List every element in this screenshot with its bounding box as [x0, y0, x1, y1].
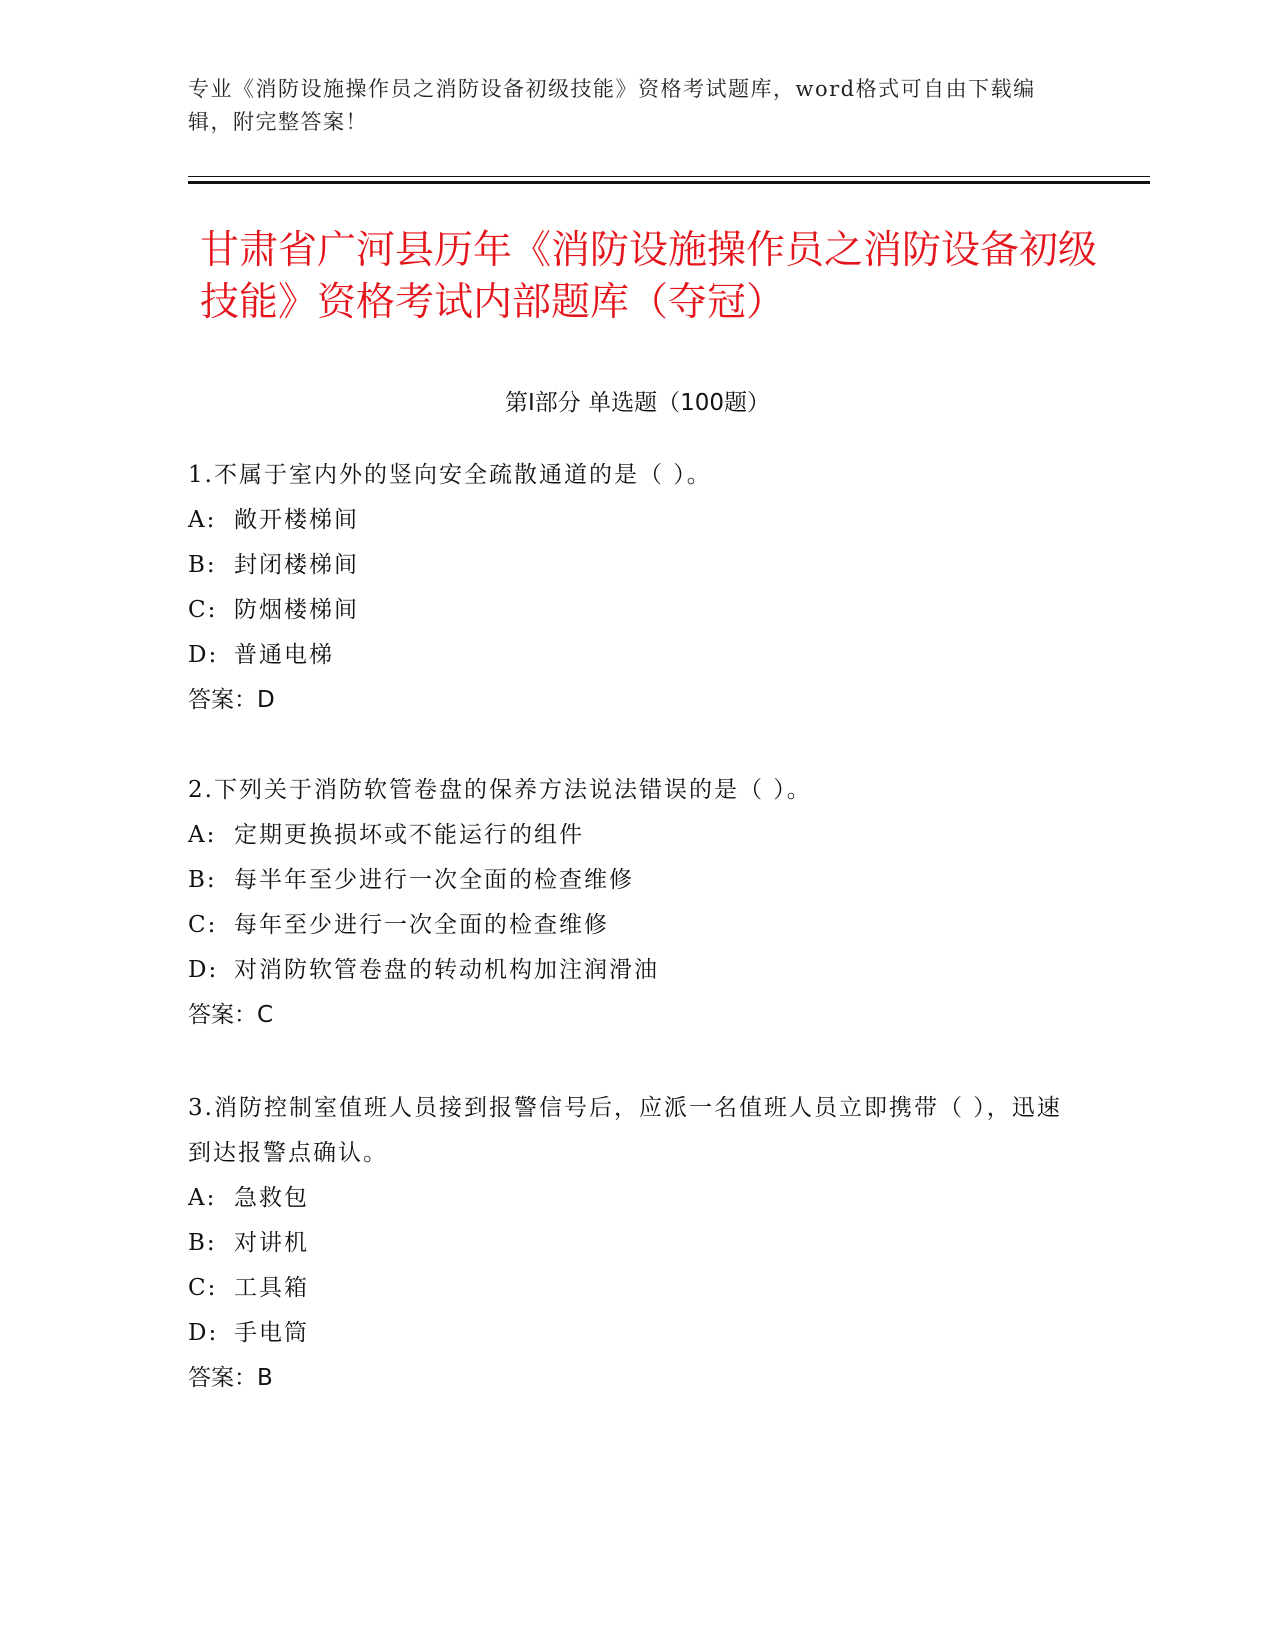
- option-key: D:: [188, 642, 219, 668]
- option-text: 定期更换损坏或不能运行的组件: [234, 822, 584, 848]
- option-key: B:: [188, 552, 217, 578]
- option-d: [188, 948, 1068, 993]
- option-key: B:: [188, 867, 217, 893]
- answer-line: 答案：D: [188, 687, 275, 713]
- option-b: [188, 1221, 1068, 1266]
- option-a: [188, 1176, 1068, 1221]
- question-stem: 3.消防控制室值班人员接到报警信号后，应派一名值班人员立即携带（ ），迅速到达报警点确认。: [188, 1095, 1062, 1166]
- question-stem: 2.下列关于消防软管卷盘的保养方法说法错误的是（ ）。: [188, 777, 812, 803]
- option-text: 敞开楼梯间: [234, 507, 359, 533]
- question-1: [188, 453, 1068, 723]
- option-key: A:: [188, 1185, 217, 1211]
- option-c: [188, 1266, 1068, 1311]
- option-text: 封闭楼梯间: [234, 552, 359, 578]
- answer-line: 答案：C: [188, 1002, 274, 1028]
- option-a: [188, 813, 1068, 858]
- document-title: 甘肃省广河县历年《消防设施操作员之消防设备初级技能》资格考试内部题库（夺冠）: [200, 228, 1098, 325]
- answer-line: 答案：B: [188, 1365, 273, 1391]
- option-key: A:: [188, 507, 217, 533]
- option-text: 对消防软管卷盘的转动机构加注润滑油: [234, 957, 659, 983]
- option-key: C:: [188, 1275, 218, 1301]
- option-text: 防烟楼梯间: [234, 597, 359, 623]
- option-text: 急救包: [234, 1185, 309, 1211]
- option-b: [188, 543, 1068, 588]
- option-a: [188, 498, 1068, 543]
- option-key: A:: [188, 822, 217, 848]
- option-key: C:: [188, 912, 218, 938]
- option-key: B:: [188, 1230, 217, 1256]
- option-key: D:: [188, 957, 219, 983]
- option-text: 工具箱: [234, 1275, 309, 1301]
- section-title: 第Ⅰ部分 单选题（100题）: [505, 390, 770, 416]
- option-text: 普通电梯: [234, 642, 334, 668]
- header-divider-thin: [188, 176, 1150, 177]
- option-key: D:: [188, 1320, 219, 1346]
- option-text: 每年至少进行一次全面的检查维修: [234, 912, 609, 938]
- option-d: [188, 1311, 1068, 1356]
- header-divider-thick: [188, 181, 1150, 184]
- question-2: [188, 768, 1068, 1038]
- option-key: C:: [188, 597, 218, 623]
- option-c: [188, 588, 1068, 633]
- option-text: 对讲机: [234, 1230, 309, 1256]
- option-text: 每半年至少进行一次全面的检查维修: [234, 867, 634, 893]
- option-c: [188, 903, 1068, 948]
- question-stem: 1.不属于室内外的竖向安全疏散通道的是（ ）。: [188, 462, 712, 488]
- question-3: [188, 1086, 1068, 1401]
- option-d: [188, 633, 1068, 678]
- option-text: 手电筒: [234, 1320, 309, 1346]
- option-b: [188, 858, 1068, 903]
- header-note: 专业《消防设施操作员之消防设备初级技能》资格考试题库，word格式可自由下载编辑，附完整答案！: [188, 77, 1036, 134]
